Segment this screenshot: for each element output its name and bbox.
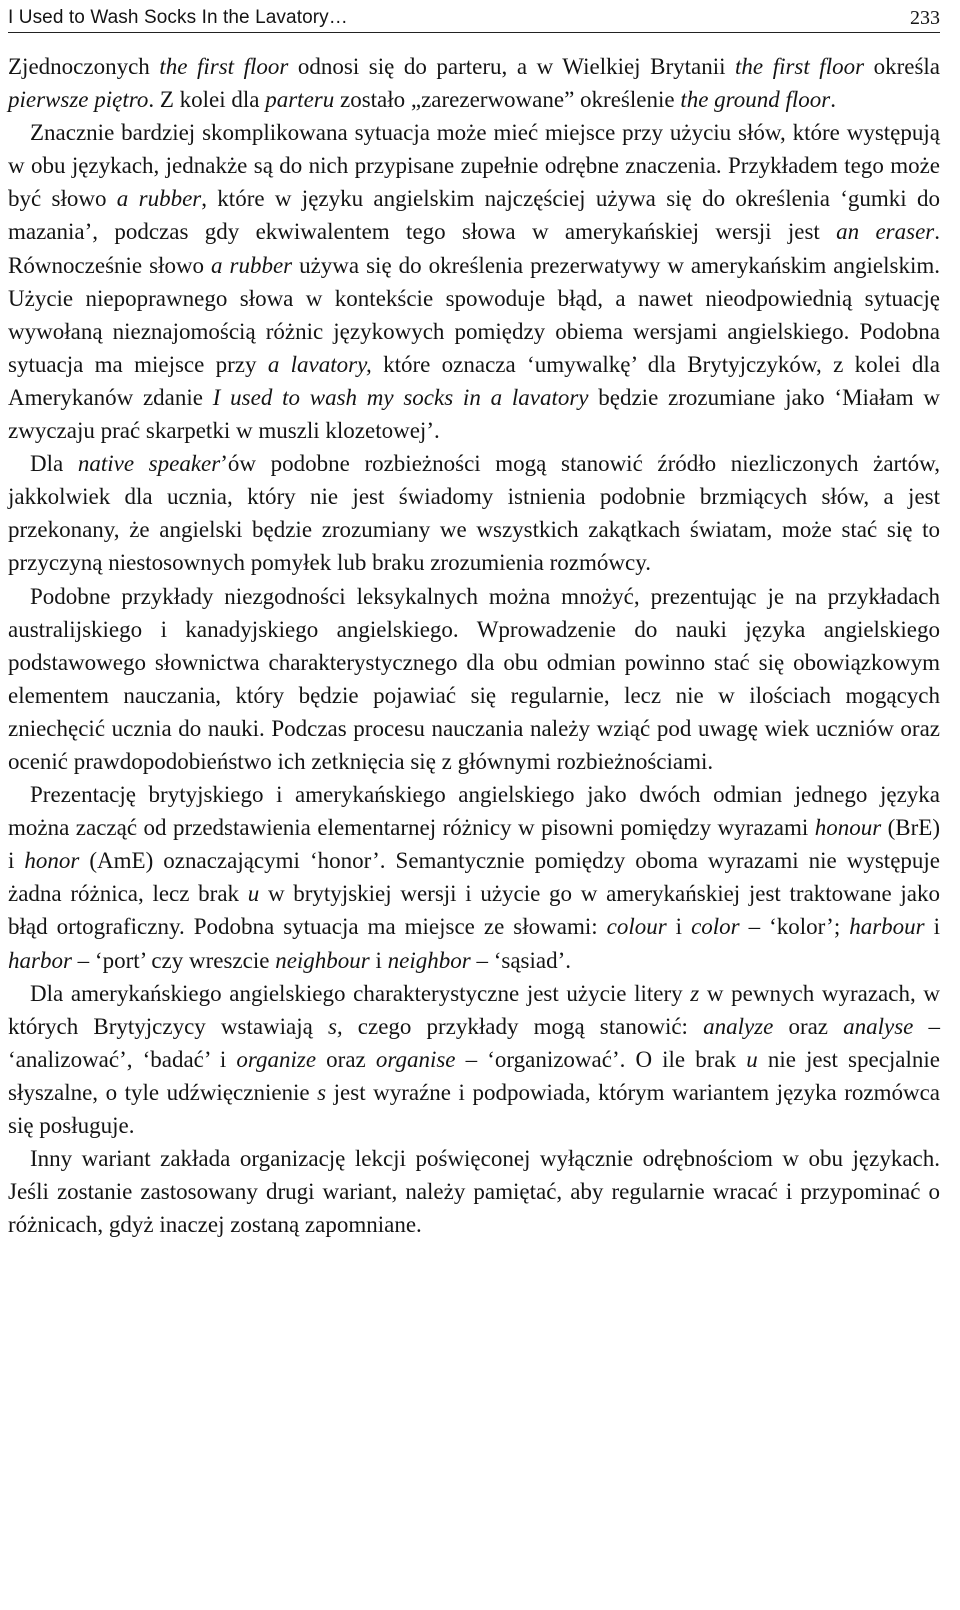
italic-text-run: colour	[606, 914, 667, 940]
italic-text-run: harbor	[8, 947, 72, 973]
text-run: – ‘analizować’, ‘badać’ i	[8, 1013, 940, 1072]
page-number: 233	[910, 6, 940, 29]
italic-text-run: a rubber	[116, 186, 202, 212]
text-run: Prezentację brytyjskiego i amerykańskiego angielskiego jako dwóch odmian jednego języka można zacząć od przedstawienia elementarnej różnicy w pisowni pomiędzy wyrazami	[8, 782, 940, 841]
text-run: – ‘port’ czy wreszcie	[71, 947, 276, 973]
paragraph	[8, 580, 940, 779]
paragraph	[8, 1142, 940, 1241]
italic-text-run: analyze	[703, 1013, 774, 1039]
text-run: będzie zrozumiane jako ‘Miałam w zwyczaju prać skarpetki w muszli klozetowej’.	[8, 384, 940, 444]
text-run: (BrE) i	[8, 815, 940, 874]
italic-text-run: the ground floor	[680, 87, 831, 113]
text-run: zostało „zarezerwowane” określenie	[334, 87, 681, 113]
italic-text-run: a lavatory,	[267, 351, 372, 377]
running-title: I Used to Wash Socks In the Lavatory…	[8, 7, 348, 28]
text-run: , które w języku angielskim najczęściej używa się do określenia ‘gumki do mazania’, podczas gdy ekwiwalentem tego słowa w amerykańskiej wersji jest	[8, 186, 940, 245]
text-run: czego przykłady mogą stanowić:	[342, 1013, 704, 1039]
text-run: ’ów podobne rozbieżności mogą stanowić źródło niezliczonych żartów, jakkolwiek dla ucznia, który nie jest świadomy istnienia podobnie brzmiących słów, a jest przekonany, że angielski będzie zrozumiany we wszystkich zakątkach światam, może stać się to przyczyną niestosownych pomyłek lub braku zrozumienia rozmówcy.	[8, 451, 940, 576]
italic-text-run: s	[317, 1079, 327, 1105]
text-run: określa	[864, 54, 941, 79]
text-run: odnosi się do parteru, a w Wielkiej Brytanii	[288, 54, 736, 79]
text-run: Zjednoczonych	[8, 54, 160, 79]
text-run: i	[666, 914, 692, 940]
text-run: w brytyjskiej wersji i użycie go w amerykańskiej jest traktowane jako błąd ortograficzny. Podobna sytuacja ma miejsce ze słowami:	[8, 881, 941, 940]
text-run: – ‘kolor’;	[739, 914, 850, 940]
running-head	[8, 4, 940, 33]
italic-text-run: s,	[327, 1013, 343, 1039]
italic-text-run: an eraser	[836, 219, 935, 245]
italic-text-run: parteru	[265, 87, 335, 113]
text-run: w pewnych wyrazach, w których Brytyjczycy wstawiają	[8, 980, 940, 1039]
text-run: oraz	[773, 1013, 844, 1039]
text-run: Dla amerykańskiego angielskiego charakterystyczne jest użycie litery	[30, 980, 691, 1006]
text-run: Dla	[30, 451, 78, 477]
paragraph	[8, 447, 940, 579]
italic-text-run: a rubber	[211, 252, 293, 278]
italic-text-run: color	[691, 914, 740, 940]
paragraph	[8, 116, 940, 447]
italic-text-run: harbour	[849, 914, 925, 940]
text-run: – ‘sąsiad’.	[470, 947, 571, 973]
paragraph	[8, 977, 940, 1142]
body-text	[8, 50, 940, 1241]
text-run: oraz	[316, 1046, 376, 1072]
text-run: – ‘organizować’. O ile brak	[455, 1046, 747, 1072]
text-run: Inny wariant zakłada organizację lekcji poświęconej wyłącznie odrębnościom w obu językach. Jeśli zostanie zastosowany drugi wariant, należy pamiętać, aby regularnie wracać i przypominać o różnicach, gdyż inaczej zostaną zapomniane.	[8, 1146, 940, 1238]
italic-text-run: the first floor	[159, 54, 289, 79]
italic-text-run: I used to wash my socks in a lavatory	[212, 384, 589, 410]
italic-text-run: native speaker	[77, 451, 221, 477]
text-run: Podobne przykłady niezgodności leksykalnych można mnożyć, prezentując je na przykładach australijskiego i kanadyjskiego angielskiego. Wprowadzenie do nauki języka angielskiego podstawowego słownictwa charakterystycznego dla obu odmian powinno stać się obowiązkowym elementem nauczania, który będzie pojawiać się regularnie, lecz nie w ilościach mogących zniechęcić ucznia do nauki. Podczas procesu nauczania należy wziąć pod uwagę wiek uczniów oraz ocenić prawdopodobieństwo ich zetknięcia się z głównymi rozbieżnościami.	[8, 583, 940, 774]
paragraph	[8, 778, 940, 977]
text-run: . Równocześnie słowo	[8, 219, 940, 278]
text-run: które oznacza ‘umywalkę’ dla Brytyjczyków, z kolei dla Amerykanów zdanie	[8, 351, 940, 410]
italic-text-run: the first floor	[735, 54, 865, 79]
text-run: (AmE) oznaczającymi ‘honor’. Semantycznie pomiędzy oboma wyrazami nie występuje żadna różnica, lecz brak	[8, 848, 940, 907]
italic-text-run: neighbor	[387, 947, 471, 973]
text-run: nie jest specjalnie słyszalne, o tyle udźwięcznienie	[8, 1046, 940, 1105]
text-run: używa się do określenia prezerwatywy w amerykańskim angielskim. Użycie niepoprawnego słowa w kontekście spowoduje błąd, a nawet nieodpowiednią sytuację wywołaną nieznajomością różnic językowych pomiędzy obiema wersjami angielskiego. Podobna sytuacja ma miejsce przy	[8, 252, 940, 377]
italic-text-run: honour	[814, 815, 882, 841]
italic-text-run: u	[746, 1046, 758, 1072]
text-run: jest wyraźne i podpowiada, którym wariantem języka rozmówca się posługuje.	[8, 1079, 940, 1138]
italic-text-run: honor	[24, 848, 80, 874]
text-run: Znacznie bardziej skomplikowana sytuacja może mieć miejsce przy użyciu słów, które występują w obu językach, jednakże są do nich przypisane zupełnie odrębne znaczenia. Przykładem tego może być słowo	[8, 120, 940, 212]
paragraph	[8, 50, 940, 116]
italic-text-run: pierwsze piętro	[8, 87, 149, 113]
italic-text-run: neighbour	[275, 947, 370, 973]
text-run: i	[924, 914, 941, 940]
italic-text-run: z	[690, 980, 700, 1006]
text-run: i	[369, 947, 388, 973]
italic-text-run: u	[247, 881, 260, 907]
text-run: .	[830, 87, 836, 113]
italic-text-run: organise	[375, 1046, 456, 1072]
italic-text-run: organize	[236, 1046, 317, 1072]
text-run: . Z kolei dla	[148, 87, 266, 113]
italic-text-run: analyse	[843, 1013, 914, 1039]
